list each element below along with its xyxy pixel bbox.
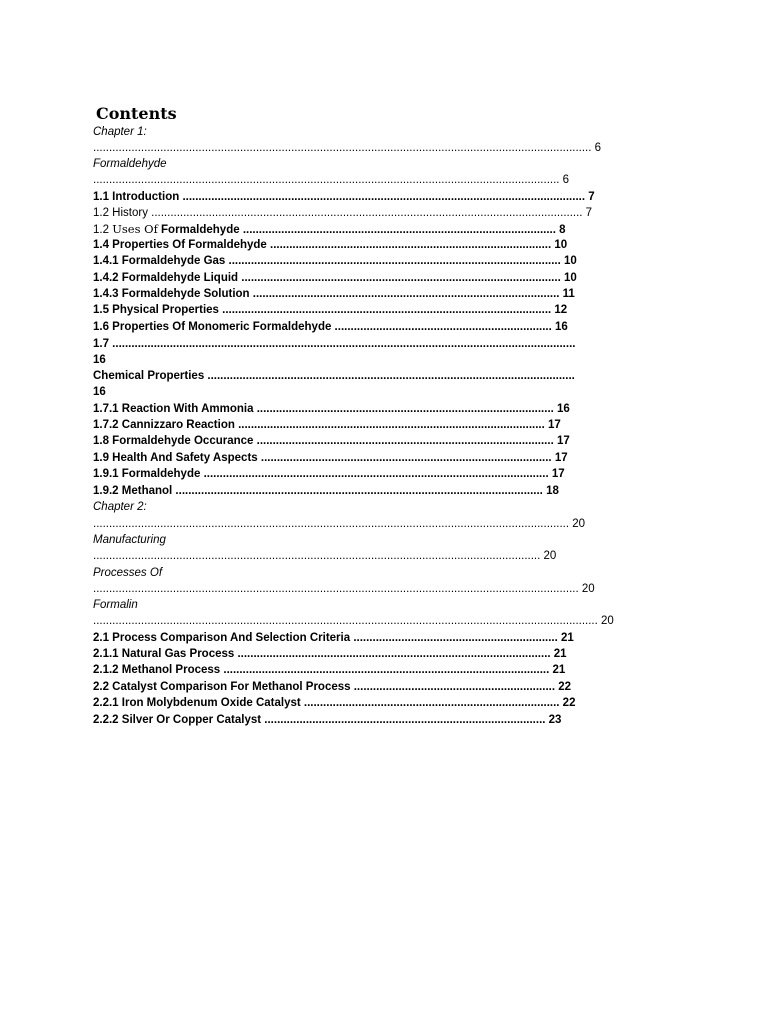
toc-line: 1.9.1 Formaldehyde ............................................................................................................ 17 bbox=[93, 468, 565, 480]
toc-line: 1.4 Properties Of Formaldehyde ........................................................................................ 10 bbox=[93, 239, 568, 251]
toc-line: 1.4.2 Formaldehyde Liquid .................................................................................................... 10 bbox=[93, 272, 577, 284]
toc-line: 1.7 ................................................................................................................................................. bbox=[93, 338, 576, 350]
toc-line-prefix: 1.2 bbox=[93, 224, 113, 236]
toc-line: 1.9 Health And Safety Aspects ........................................................................................... 17 bbox=[93, 452, 568, 464]
toc-line: 1.5 Physical Properties ....................................................................................................... 12 bbox=[93, 304, 568, 316]
toc-line: 16 bbox=[93, 386, 106, 398]
toc-line: ..................................................................................................................................................... 20 bbox=[93, 518, 586, 530]
toc-line: 1.1 Introduction .............................................................................................................................. 7 bbox=[93, 191, 595, 203]
toc-line: 1.6 Properties Of Monomeric Formaldehyde .................................................................... 16 bbox=[93, 321, 568, 333]
toc-line: 2.1.1 Natural Gas Process .................................................................................................. 21 bbox=[93, 648, 567, 660]
toc-line: Manufacturing bbox=[93, 534, 166, 546]
toc-line: .............................................................................................................................................................. 20 bbox=[93, 615, 614, 627]
toc-line: ............................................................................................................................................ 20 bbox=[93, 550, 557, 562]
toc-line: 1.4.3 Formaldehyde Solution ................................................................................................ 11 bbox=[93, 288, 575, 300]
toc-line: 2.2.1 Iron Molybdenum Oxide Catalyst ................................................................................ 22 bbox=[93, 697, 576, 709]
toc-line: Formaldehyde bbox=[93, 158, 167, 170]
toc-line-serif: Uses Of bbox=[112, 222, 158, 236]
toc-line: ............................................................................................................................................................ 6 bbox=[93, 142, 602, 154]
toc-line: 1.8 Formaldehyde Occurance ............................................................................................. 17 bbox=[93, 435, 570, 447]
toc-line: 1.7.1 Reaction With Ammonia ............................................................................................. 16 bbox=[93, 403, 570, 415]
toc-line: 1.4.1 Formaldehyde Gas ........................................................................................................ 10 bbox=[93, 255, 577, 267]
toc-line: .................................................................................................................................................. 6 bbox=[93, 174, 570, 186]
toc-line: 2.2 Catalyst Comparison For Methanol Process ............................................................... 22 bbox=[93, 681, 572, 693]
toc-line: 1.7.2 Cannizzaro Reaction ................................................................................................ 17 bbox=[93, 419, 561, 431]
toc-line: Chemical Properties ................................................................................................................... bbox=[93, 370, 575, 382]
toc-line bbox=[93, 222, 566, 237]
toc-line: Chapter 1: bbox=[93, 126, 147, 138]
toc-line: Processes Of bbox=[93, 567, 163, 579]
toc-line: ........................................................................................................................................................ 20 bbox=[93, 583, 595, 595]
toc-line: Formalin bbox=[93, 599, 138, 611]
toc-line: 16 bbox=[93, 354, 106, 366]
toc-line-rest: Formaldehyde .................................................................................................. 8 bbox=[157, 224, 566, 236]
contents-heading: Contents bbox=[96, 104, 177, 123]
toc-line: 1.2 History ....................................................................................................................................... 7 bbox=[93, 207, 593, 219]
toc-line: 2.1.2 Methanol Process ...................................................................................................... 21 bbox=[93, 664, 566, 676]
toc-line: Chapter 2: bbox=[93, 501, 147, 513]
toc-line: 2.2.2 Silver Or Copper Catalyst ........................................................................................ 23 bbox=[93, 714, 562, 726]
toc-line: 2.1 Process Comparison And Selection Criteria ................................................................ 21 bbox=[93, 632, 574, 644]
toc-line: 1.9.2 Methanol ................................................................................................................... 18 bbox=[93, 485, 559, 497]
